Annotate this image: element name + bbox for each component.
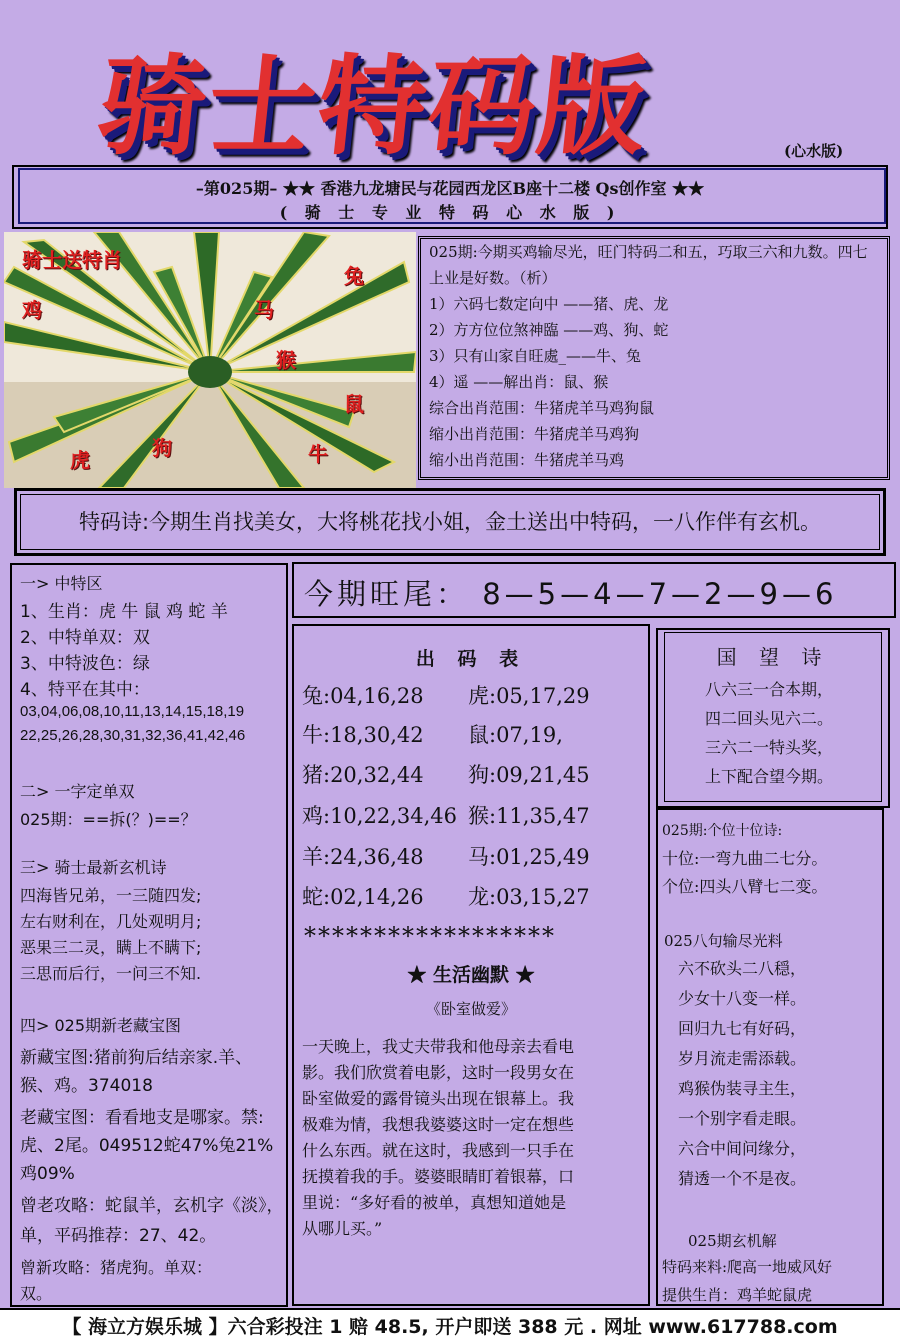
image-tag: 马 [254, 298, 274, 322]
analysis-item: 2）方方位位煞神臨 ——鸡、狗、蛇 [429, 321, 669, 339]
poem-line: 四海皆兄弟，一三随四发; [20, 886, 202, 905]
code-table-panel [292, 624, 650, 1306]
code-table-title: 出 码 表 [415, 648, 527, 670]
eight-lines-line: 少女十八变一样。 [678, 989, 807, 1008]
national-poem-line: 四二回头见六二。 [705, 709, 834, 728]
code-row: 兔:04,16,28 [302, 684, 424, 708]
story-title: 《卧室做爱》 [425, 1000, 516, 1018]
treasure-line: 老藏宝图：看看地支是哪家。禁: [20, 1108, 264, 1128]
code-row: 猪:20,32,44 [302, 763, 424, 787]
analysis-item: 4）遥 ——解出肖：鼠、猴 [429, 373, 609, 391]
eight-lines-line: 六不砍头二八穏， [678, 959, 807, 978]
plant-image [4, 232, 416, 488]
poem-line: 恶果三二灵，瞒上不瞒下; [20, 938, 202, 957]
story-line: 影。我们欣赏着电影，这时一段男女在 [302, 1063, 575, 1082]
lucky-tail [304, 572, 837, 613]
treasure-line: 猴、鸡。374018 [20, 1076, 153, 1096]
header-address: –第025期– ★★ 香港九龙塘民与花园西龙区B座十二楼 Qs创作室 ★★ [195, 179, 705, 198]
poem-line: 三思而后行，一问三不知. [20, 964, 202, 983]
code-row: 鼠:07,19, [468, 723, 563, 747]
story-line: 抚摸着我的手。婆婆眼睛盯着银幕，口 [302, 1167, 575, 1186]
story-line: 什么东西。就在这时，我感到一只手在 [302, 1141, 575, 1160]
treasure-line: 鸡09% [20, 1164, 75, 1184]
story-line: 卧室做爱的露骨镜头出现在银幕上。我 [302, 1089, 575, 1108]
mystic-line: 特码来料:爬高一地威风好 [662, 1258, 833, 1276]
lucky-tail-label: 今期旺尾： [304, 577, 470, 611]
number-list: 22,25,26,28,30,31,32,36,41,42,46 [20, 727, 246, 744]
image-tag: 猴 [276, 348, 296, 372]
mystic-title: 025期玄机解 [688, 1232, 777, 1250]
digit-poem-title: 025期:个位十位诗: [662, 823, 783, 839]
treasure-line: 双。 [20, 1284, 53, 1303]
special-item: 1、生肖：虎 牛 鼠 鸡 蛇 羊 [20, 602, 228, 622]
edition-label: (心水版) [784, 142, 844, 160]
treasure-line: 曾老攻略：蛇鼠羊，玄机字《淡》， [20, 1196, 284, 1216]
code-row: 猴:11,35,47 [468, 804, 590, 828]
eight-lines-line: 回归九七有好码， [678, 1019, 807, 1038]
image-tag: 虎 [70, 448, 90, 472]
section-title: 三> 骑士最新玄机诗 [20, 858, 167, 877]
code-row: 虎:05,17,29 [468, 684, 590, 708]
code-row: 鸡:10,22,34,46 [302, 804, 457, 828]
story-line: 一天晚上，我丈夫带我和他母亲去看电 [302, 1037, 575, 1056]
star-divider: ****************** [304, 922, 556, 950]
eight-lines-line: 一个别字看走眼。 [678, 1109, 807, 1128]
treasure-line: 虎、2尾。049512蛇47%兔21% [20, 1136, 274, 1156]
national-poem-box [664, 632, 882, 802]
treasure-line: 新藏宝图:猪前狗后结亲家.羊、 [20, 1048, 253, 1068]
analysis-item: 3）只有山家自旺處_——牛、兔 [429, 347, 642, 365]
code-row: 蛇:02,14,26 [302, 885, 424, 909]
left-column [10, 563, 288, 1307]
special-item: 3、中特波色：绿 [20, 654, 150, 674]
section-title: 二> 一字定单双 [20, 782, 135, 801]
analysis-lead: 025期:今期买鸡输尽光，旺门特码二和五，巧取三六和九数。四七上业是好数。（析） [429, 243, 868, 287]
national-poem-line: 三六二一特头奖， [705, 738, 834, 757]
analysis-item: 综合出肖范围：牛猪虎羊马鸡狗鼠 [429, 399, 655, 417]
mystic-line: 提供生肖：鸡羊蛇鼠虎 [662, 1286, 813, 1304]
story-line: 极难为情，我想我婆婆这时一定在想些 [302, 1115, 575, 1134]
eight-lines-line: 六合中间问缘分， [678, 1139, 807, 1158]
footer-ad[interactable]: 【 海立方娱乐城 】六合彩投注 1 赔 48.5, 开户即送 388 元 . 网址 www.617788.com [62, 1316, 838, 1338]
treasure-line: 曾新攻略：猪虎狗。单双： [20, 1258, 213, 1277]
analysis-item: 缩小出肖范围：牛猪虎羊马鸡 [429, 451, 625, 469]
eight-lines-line: 岁月流走需添载。 [678, 1049, 807, 1068]
image-tag: 鸡 [22, 298, 42, 322]
analysis-item: 1）六码七数定向中 ——猪、虎、龙 [429, 295, 669, 313]
section-title: 四> 025期新老藏宝图 [20, 1016, 182, 1035]
code-row: 马:01,25,49 [468, 845, 590, 869]
national-poem-title: 国 望 诗 [716, 645, 830, 669]
special-item: 2、中特单双：双 [20, 628, 150, 648]
story-line: 从哪儿买。” [302, 1219, 383, 1238]
image-tag: 兔 [344, 264, 364, 288]
lucky-tail-digits: 8—5—4—7—2—9—6 [482, 577, 838, 611]
banner-poem: 特码诗:今期生肖找美女，大将桃花找小姐，金土送出中特码，一八作伴有玄机。 [78, 510, 822, 534]
image-tag: 狗 [152, 436, 172, 460]
number-list: 03,04,06,08,10,11,13,14,15,18,19 [20, 703, 245, 720]
code-row: 龙:03,15,27 [468, 885, 590, 909]
section-title: 一> 中特区 [20, 574, 103, 593]
code-row: 牛:18,30,42 [302, 723, 424, 747]
image-tag: 牛 [308, 442, 328, 466]
analysis-panel [418, 236, 890, 480]
eight-lines-title: 025八句输尽光料 [664, 932, 783, 950]
story-line: 里说：“多好看的被单，真想知道她是 [302, 1193, 567, 1212]
special-item: 4、特平在其中： [20, 680, 150, 700]
code-row: 羊:24,36,48 [302, 845, 424, 869]
header-subtitle: ( 骑 士 专 业 特 码 心 水 版 ) [279, 203, 621, 222]
page-title: 骑士特码版 [91, 45, 655, 170]
humor-title: ★ 生活幽默 ★ [407, 964, 535, 986]
eight-lines-line: 猜透一个不是夜。 [678, 1169, 807, 1188]
digit-poem-line: 十位:一弯九曲二七分。 [662, 849, 828, 868]
poem-line: 左右财利在，几处观明月; [20, 912, 202, 931]
analysis-item: 缩小出肖范围：牛猪虎羊马鸡狗 [429, 425, 640, 443]
image-tag: 鼠 [344, 392, 364, 416]
image-caption: 骑士送特肖 [22, 248, 122, 272]
odd-even-text: 025期：==拆(？)==？ [20, 810, 197, 829]
digit-poem-line: 个位:四头八臂七二变。 [662, 877, 828, 896]
treasure-line: 单，平码推荐：27、42。 [20, 1226, 217, 1246]
eight-lines-line: 鸡猴伪装寻主生， [678, 1079, 807, 1098]
national-poem-line: 八六三一合本期， [705, 680, 834, 699]
right-column [656, 808, 884, 1306]
national-poem-line: 上下配合望今期。 [705, 767, 834, 786]
code-row: 狗:09,21,45 [468, 763, 590, 787]
